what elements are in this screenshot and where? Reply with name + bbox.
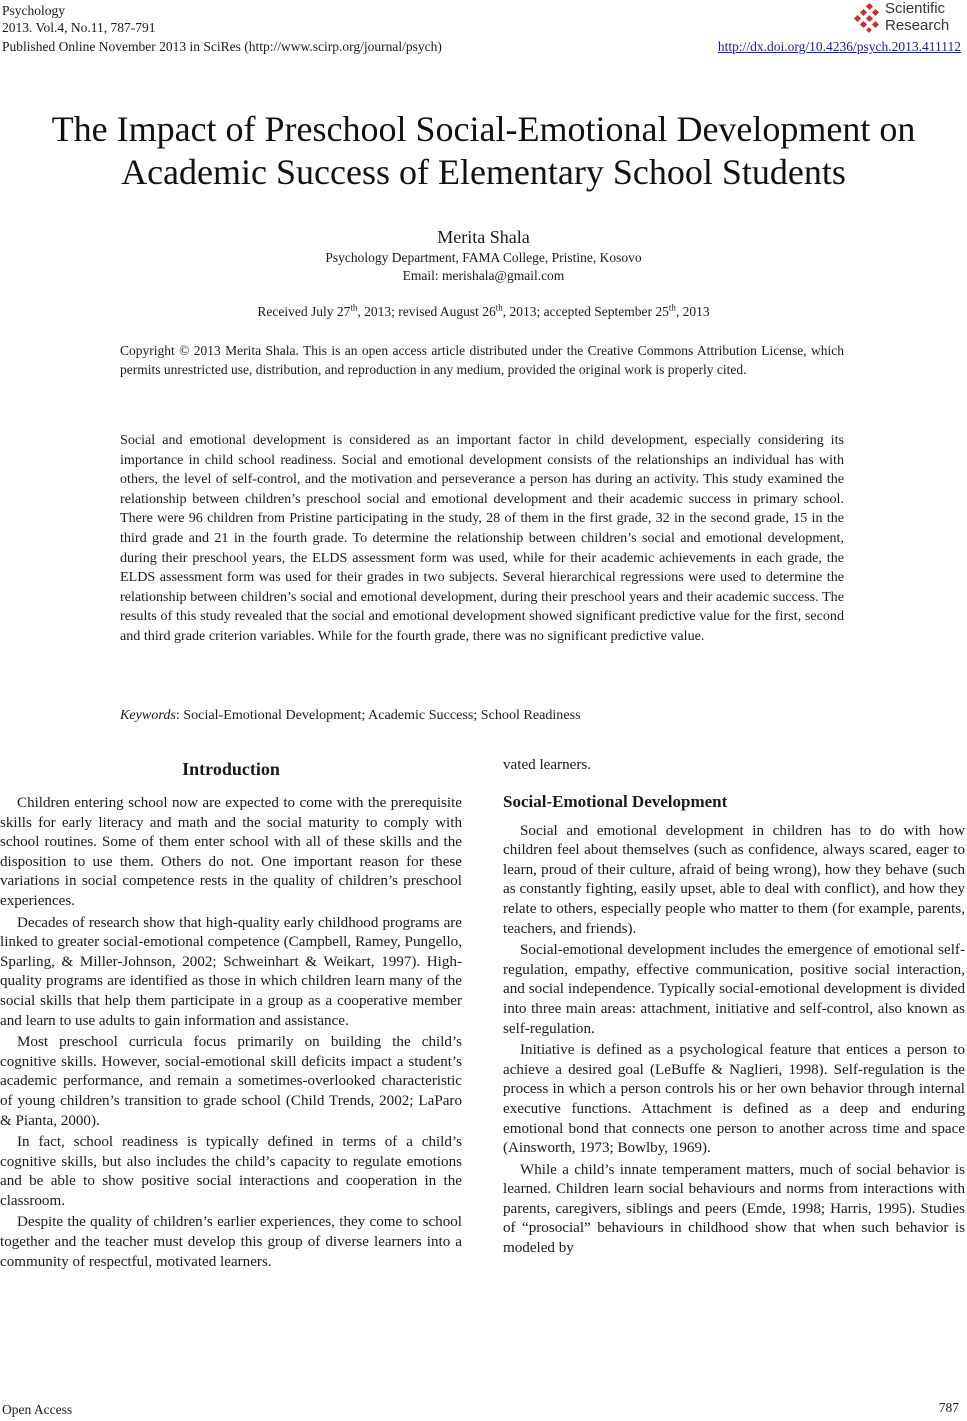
- keywords-label: Keywords: [120, 707, 176, 723]
- intro-paragraph: Children entering school now are expected to come with the prerequisite skills for early literacy and math and the social maturity to comply with school routines. Some of them enter school with all of these skills and the disposition to use them. Others do not. One important reason for these variations in social competence rests in the quality of children’s preschool experiences.: [0, 795, 462, 909]
- logo-line-2: Research: [885, 17, 950, 34]
- copyright-notice: Copyright © 2013 Merita Shala. This is an open access article distributed under the Creative Commons Attribution License, which permits unrestricted use, distribution, and reproduction in any medium, provided the original work is properly cited.: [120, 343, 844, 377]
- right-column: [503, 756, 965, 1259]
- article-title: The Impact of Preschool Social-Emotional Development on Academic Success of Elementary School Students: [51, 109, 916, 192]
- body-paragraph: While a child’s innate temperament matters, much of social behavior is learned. Children learn social behaviours and norms from interactions with parents, caregivers, siblings and peers (Emde, 1998; Harris, 1995). Studies of “prosocial” behaviours in childhood show that when such behavior is modeled by: [503, 1161, 965, 1257]
- section-heading-social-emotional: Social-Emotional Development: [503, 791, 728, 811]
- author-affiliation: Psychology Department, FAMA College, Pristine, Kosovo: [325, 250, 642, 265]
- accepted-text: , 2013; accepted September 25: [502, 304, 669, 319]
- logo-line-1: Scientific: [885, 0, 946, 17]
- doi-link[interactable]: http://dx.doi.org/10.4236/psych.2013.411112: [717, 39, 961, 54]
- year-text: , 2013: [675, 304, 710, 319]
- author-email: Email: merishala@gmail.com: [402, 268, 565, 283]
- continued-text: vated learners.: [503, 757, 591, 773]
- received-sup: th: [350, 302, 358, 313]
- publication-info: Published Online November 2013 in SciRes (http://www.scirp.org/journal/psych): [2, 39, 442, 54]
- page-header: [0, 0, 967, 60]
- revised-text: , 2013; revised August 26: [357, 304, 496, 319]
- logo-text: [885, 0, 949, 34]
- open-access-label: Open Access: [2, 1402, 73, 1417]
- keywords: [120, 705, 844, 725]
- received-dates: [0, 303, 967, 320]
- page-number: 787: [938, 1400, 959, 1415]
- keywords-list: : Social-Emotional Development; Academic Success; School Readiness: [175, 707, 581, 723]
- intro-paragraph: Decades of research show that high-quality early childhood programs are linked to greater social-emotional competence (Campbell, Ramey, Pungello, Sparling, & Miller-Johnson, 2002; Schweinhart & Weikart, 1997). High-quality programs are identified as those in which children learn many of the social skills that help them participate in a group as a cooperative member and learn to use adults to gain information and assistance.: [0, 914, 462, 1029]
- body-paragraph: Social and emotional development in children has to do with how children feel about themselves (such as confidence, always scared, eager to learn, proud of their culture, afraid of being wrong), how they behave (such as constantly fighting, easily upset, able to deal with conflict), and how they relate to others, especially people who matter to them (for example, parents, teachers, and friends).: [503, 822, 965, 937]
- scientific-research-logo: [851, 0, 961, 36]
- journal-name: Psychology: [2, 3, 66, 18]
- logo-dots-icon: [851, 2, 885, 34]
- body-paragraph: Social-emotional development includes the emergence of emotional self-regulation, empathy, effective communication, positive social interaction, and social independence. Typically social-emotional development is divided into three main areas: attachment, initiative and self-control, also known as self-regulation.: [503, 942, 965, 1037]
- intro-paragraph: Most preschool curricula focus primarily on building the child’s cognitive skills. However, social-emotional skill deficits impact a student’s academic performance, and remain a sometimes-overlooked characteristic of young children’s transition to grade school (Child Trends, 2002; LaParo & Pianta, 2000).: [0, 1034, 462, 1129]
- received-text: Received July 27: [257, 304, 351, 319]
- intro-paragraph: Despite the quality of children’s earlier experiences, they come to school together and the teacher must develop this group of diverse learners into a community of respectful, motivated learners.: [0, 1214, 462, 1270]
- author-name: Merita Shala: [437, 227, 530, 247]
- abstract: Social and emotional development is considered as an important factor in child development, especially considering its importance in child school readiness. Social and emotional development consists of the relationships an individual has with others, the level of self-control, and the motivation and perseverance a person has during an activity. This study examined the relationship between children’s preschool social and emotional development and their academic success in primary school. There were 96 children from Pristine participating in the study, 28 of them in the first grade, 32 in the second grade, 15 in the third grade and 21 in the fourth grade. To determine the relationship between children’s social and emotional development, during their preschool years, the ELDS assessment form was used, while for their academic achievements in each grade, the ELDS assessment form was used for their grades in two subjects. Several hierarchical regressions were used to determine the relationship between children’s social and emotional development, during their preschool years and their academic success. The results of this study revealed that the social and emotional development showed significant predictive value for the first, second and third grade criterion variables. While for the fourth grade, there was no significant predictive value.: [120, 432, 844, 644]
- body-paragraph: Initiative is defined as a psychological feature that entices a person to achieve a desired goal (LeBuffe & Naglieri, 1998). Self-regulation is the process in which a person controls his or her own behavior through internal executive functions. Attachment is defined as a deep and enduring emotional bond that connects one person to another across time and space (Ainsworth, 1973; Bowlby, 1969).: [503, 1042, 965, 1157]
- intro-paragraph: In fact, school readiness is typically defined in terms of a child’s cognitive skills, but also includes the child’s capacity to regulate emotions and be able to show positive social interactions and cooperation in the classroom.: [0, 1134, 462, 1209]
- left-column: [0, 756, 462, 1272]
- journal-volume: 2013. Vol.4, No.11, 787-791: [2, 20, 156, 35]
- accepted-sup: th: [668, 302, 676, 313]
- revised-sup: th: [495, 302, 503, 313]
- section-heading-introduction: Introduction: [182, 759, 280, 779]
- page-footer: [0, 1400, 967, 1420]
